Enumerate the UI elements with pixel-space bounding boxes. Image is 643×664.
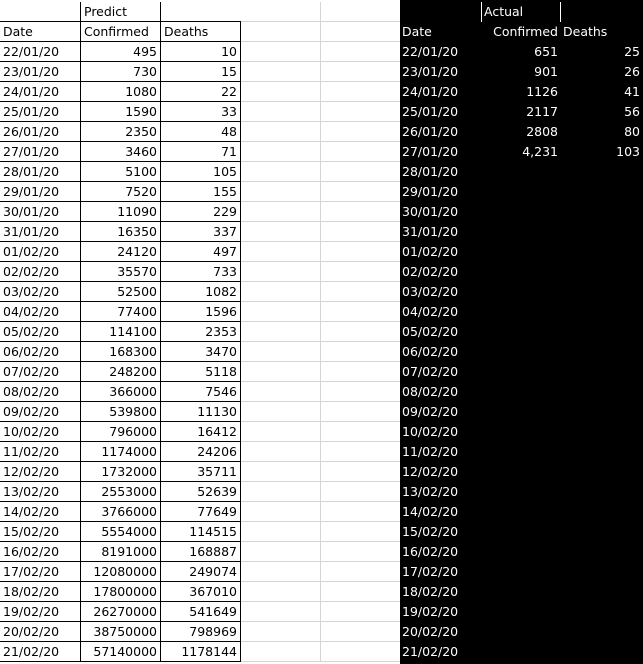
empty-cell[interactable]	[0, 2, 81, 22]
predict-confirmed-cell[interactable]: 1590	[81, 102, 161, 122]
predict-confirmed-cell[interactable]: 1732000	[81, 462, 161, 482]
actual-confirmed-cell[interactable]	[481, 582, 561, 602]
empty-cell[interactable]	[241, 442, 321, 462]
empty-cell[interactable]	[321, 342, 400, 362]
actual-deaths-cell[interactable]: 103	[561, 142, 643, 162]
actual-confirmed-cell[interactable]	[481, 462, 561, 482]
actual-date-cell[interactable]: 20/02/20	[400, 622, 481, 642]
actual-date-cell[interactable]: 16/02/20	[400, 542, 481, 562]
actual-confirmed-cell[interactable]	[481, 562, 561, 582]
actual-confirmed-cell[interactable]: 2117	[481, 102, 561, 122]
predict-deaths-cell[interactable]: 10	[161, 42, 241, 62]
table-row	[0, 422, 643, 442]
predict-date-cell[interactable]: 19/02/20	[0, 602, 81, 622]
actual-title[interactable]: Actual	[481, 2, 561, 22]
table-row	[0, 522, 643, 542]
predict-date-cell[interactable]: 02/02/20	[0, 262, 81, 282]
actual-confirmed-cell[interactable]: 651	[481, 42, 561, 62]
empty-cell[interactable]	[321, 422, 400, 442]
actual-deaths-cell[interactable]	[561, 262, 643, 282]
actual-date-cell[interactable]: 05/02/20	[400, 322, 481, 342]
empty-cell[interactable]	[321, 382, 400, 402]
actual-deaths-cell[interactable]	[561, 382, 643, 402]
actual-deaths-cell[interactable]	[561, 542, 643, 562]
empty-cell[interactable]	[321, 62, 400, 82]
table-row	[0, 222, 643, 242]
empty-cell[interactable]	[241, 202, 321, 222]
empty-cell[interactable]	[241, 142, 321, 162]
actual-confirmed-cell[interactable]	[481, 242, 561, 262]
predict-date-cell[interactable]: 30/01/20	[0, 202, 81, 222]
actual-date-cell[interactable]: 30/01/20	[400, 202, 481, 222]
table-row	[0, 642, 643, 662]
actual-deaths-header[interactable]: Deaths	[561, 22, 643, 42]
predict-confirmed-cell[interactable]: 77400	[81, 302, 161, 322]
predict-confirmed-cell[interactable]: 57140000	[81, 642, 161, 662]
empty-cell[interactable]	[321, 242, 400, 262]
actual-deaths-cell[interactable]	[561, 602, 643, 622]
predict-deaths-cell[interactable]: 798969	[161, 622, 241, 642]
actual-deaths-cell[interactable]	[561, 162, 643, 182]
actual-confirmed-cell[interactable]	[481, 642, 561, 662]
empty-cell[interactable]	[321, 282, 400, 302]
predict-deaths-cell[interactable]: 249074	[161, 562, 241, 582]
predict-confirmed-cell[interactable]: 7520	[81, 182, 161, 202]
empty-cell[interactable]	[241, 422, 321, 442]
table-row	[0, 42, 643, 62]
empty-cell[interactable]	[400, 2, 481, 22]
predict-date-cell[interactable]: 16/02/20	[0, 542, 81, 562]
predict-date-cell[interactable]: 03/02/20	[0, 282, 81, 302]
actual-confirmed-cell[interactable]	[481, 622, 561, 642]
predict-confirmed-cell[interactable]: 16350	[81, 222, 161, 242]
actual-deaths-cell[interactable]	[561, 362, 643, 382]
predict-deaths-cell[interactable]: 5118	[161, 362, 241, 382]
predict-deaths-cell[interactable]: 24206	[161, 442, 241, 462]
predict-confirmed-cell[interactable]: 248200	[81, 362, 161, 382]
predict-confirmed-cell[interactable]: 8191000	[81, 542, 161, 562]
predict-date-cell[interactable]: 06/02/20	[0, 342, 81, 362]
empty-cell[interactable]	[321, 402, 400, 422]
predict-date-header[interactable]: Date	[0, 22, 81, 42]
empty-cell[interactable]	[241, 22, 321, 42]
actual-confirmed-cell[interactable]	[481, 502, 561, 522]
empty-cell[interactable]	[321, 482, 400, 502]
empty-cell[interactable]	[241, 602, 321, 622]
empty-cell[interactable]	[321, 222, 400, 242]
actual-deaths-cell[interactable]	[561, 242, 643, 262]
empty-cell[interactable]	[321, 502, 400, 522]
empty-cell[interactable]	[241, 62, 321, 82]
empty-cell[interactable]	[241, 242, 321, 262]
empty-cell[interactable]	[241, 182, 321, 202]
actual-deaths-cell[interactable]	[561, 562, 643, 582]
empty-cell[interactable]	[321, 602, 400, 622]
predict-confirmed-cell[interactable]: 539800	[81, 402, 161, 422]
predict-deaths-cell[interactable]: 1596	[161, 302, 241, 322]
table-row	[0, 402, 643, 422]
actual-date-cell[interactable]: 14/02/20	[400, 502, 481, 522]
table-row	[0, 142, 643, 162]
empty-cell[interactable]	[241, 222, 321, 242]
predict-date-cell[interactable]: 21/02/20	[0, 642, 81, 662]
predict-deaths-cell[interactable]: 15	[161, 62, 241, 82]
predict-date-cell[interactable]: 29/01/20	[0, 182, 81, 202]
predict-deaths-cell[interactable]: 3470	[161, 342, 241, 362]
actual-confirmed-cell[interactable]	[481, 182, 561, 202]
predict-confirmed-cell[interactable]: 730	[81, 62, 161, 82]
predict-deaths-cell[interactable]: 114515	[161, 522, 241, 542]
predict-confirmed-cell[interactable]: 35570	[81, 262, 161, 282]
table-row	[0, 442, 643, 462]
predict-date-cell[interactable]: 25/01/20	[0, 102, 81, 122]
predict-deaths-cell[interactable]: 1178144	[161, 642, 241, 662]
table-row	[0, 542, 643, 562]
actual-date-header[interactable]: Date	[400, 22, 481, 42]
actual-date-cell[interactable]: 07/02/20	[400, 362, 481, 382]
empty-cell[interactable]	[241, 642, 321, 662]
predict-confirmed-cell[interactable]: 2350	[81, 122, 161, 142]
title-row	[0, 2, 643, 22]
actual-confirmed-cell[interactable]	[481, 302, 561, 322]
table-row	[0, 602, 643, 622]
actual-confirmed-cell[interactable]	[481, 362, 561, 382]
actual-deaths-cell[interactable]	[561, 342, 643, 362]
predict-deaths-cell[interactable]: 168887	[161, 542, 241, 562]
empty-cell[interactable]	[321, 322, 400, 342]
actual-date-cell[interactable]: 24/01/20	[400, 82, 481, 102]
predict-confirmed-cell[interactable]: 366000	[81, 382, 161, 402]
predict-deaths-cell[interactable]: 367010	[161, 582, 241, 602]
predict-deaths-cell[interactable]: 16412	[161, 422, 241, 442]
predict-date-cell[interactable]: 22/01/20	[0, 42, 81, 62]
header-row	[0, 22, 643, 42]
predict-confirmed-cell[interactable]: 495	[81, 42, 161, 62]
empty-cell[interactable]	[241, 102, 321, 122]
predict-date-cell[interactable]: 01/02/20	[0, 242, 81, 262]
table-row	[0, 202, 643, 222]
predict-confirmed-cell[interactable]: 5554000	[81, 522, 161, 542]
empty-cell[interactable]	[321, 2, 400, 22]
actual-date-cell[interactable]: 06/02/20	[400, 342, 481, 362]
table-row	[0, 62, 643, 82]
empty-cell[interactable]	[321, 202, 400, 222]
actual-deaths-cell[interactable]	[561, 462, 643, 482]
actual-date-cell[interactable]: 25/01/20	[400, 102, 481, 122]
predict-date-cell[interactable]: 17/02/20	[0, 562, 81, 582]
empty-cell[interactable]	[321, 542, 400, 562]
actual-date-cell[interactable]: 21/02/20	[400, 642, 481, 662]
empty-cell[interactable]	[241, 162, 321, 182]
predict-confirmed-cell[interactable]: 2553000	[81, 482, 161, 502]
empty-cell[interactable]	[241, 562, 321, 582]
predict-confirmed-cell[interactable]: 5100	[81, 162, 161, 182]
actual-date-cell[interactable]: 19/02/20	[400, 602, 481, 622]
empty-cell[interactable]	[241, 622, 321, 642]
actual-deaths-cell[interactable]: 56	[561, 102, 643, 122]
predict-deaths-cell[interactable]: 48	[161, 122, 241, 142]
actual-deaths-cell[interactable]: 41	[561, 82, 643, 102]
empty-cell[interactable]	[321, 42, 400, 62]
empty-cell[interactable]	[241, 542, 321, 562]
predict-title[interactable]: Predict	[81, 2, 161, 22]
predict-deaths-cell[interactable]: 22	[161, 82, 241, 102]
empty-cell[interactable]	[241, 362, 321, 382]
empty-cell[interactable]	[241, 42, 321, 62]
actual-confirmed-cell[interactable]	[481, 402, 561, 422]
predict-deaths-cell[interactable]: 77649	[161, 502, 241, 522]
predict-deaths-cell[interactable]: 7546	[161, 382, 241, 402]
predict-confirmed-cell[interactable]: 1080	[81, 82, 161, 102]
predict-date-cell[interactable]: 24/01/20	[0, 82, 81, 102]
actual-date-cell[interactable]: 13/02/20	[400, 482, 481, 502]
predict-deaths-cell[interactable]: 497	[161, 242, 241, 262]
predict-deaths-cell[interactable]: 337	[161, 222, 241, 242]
empty-cell[interactable]	[321, 582, 400, 602]
actual-deaths-cell[interactable]	[561, 302, 643, 322]
predict-deaths-cell[interactable]: 541649	[161, 602, 241, 622]
actual-confirmed-cell[interactable]	[481, 282, 561, 302]
table-row	[0, 342, 643, 362]
empty-cell[interactable]	[161, 2, 241, 22]
predict-deaths-cell[interactable]: 155	[161, 182, 241, 202]
actual-deaths-cell[interactable]	[561, 402, 643, 422]
predict-date-cell[interactable]: 09/02/20	[0, 402, 81, 422]
table-row	[0, 462, 643, 482]
empty-cell[interactable]	[241, 522, 321, 542]
table-row	[0, 182, 643, 202]
predict-date-cell[interactable]: 12/02/20	[0, 462, 81, 482]
empty-cell[interactable]	[241, 382, 321, 402]
predict-date-cell[interactable]: 28/01/20	[0, 162, 81, 182]
actual-deaths-cell[interactable]	[561, 182, 643, 202]
predict-confirmed-cell[interactable]: 11090	[81, 202, 161, 222]
predict-date-cell[interactable]: 18/02/20	[0, 582, 81, 602]
empty-cell[interactable]	[241, 342, 321, 362]
empty-cell[interactable]	[241, 122, 321, 142]
actual-date-cell[interactable]: 18/02/20	[400, 582, 481, 602]
table-row	[0, 502, 643, 522]
predict-date-cell[interactable]: 27/01/20	[0, 142, 81, 162]
actual-date-cell[interactable]: 08/02/20	[400, 382, 481, 402]
actual-date-cell[interactable]: 17/02/20	[400, 562, 481, 582]
actual-deaths-cell[interactable]: 25	[561, 42, 643, 62]
predict-date-cell[interactable]: 08/02/20	[0, 382, 81, 402]
actual-deaths-cell[interactable]: 80	[561, 122, 643, 142]
actual-confirmed-cell[interactable]	[481, 542, 561, 562]
empty-cell[interactable]	[321, 442, 400, 462]
predict-deaths-cell[interactable]: 52639	[161, 482, 241, 502]
predict-deaths-cell[interactable]: 105	[161, 162, 241, 182]
table-row	[0, 562, 643, 582]
empty-cell[interactable]	[561, 2, 643, 22]
empty-cell[interactable]	[321, 462, 400, 482]
actual-confirmed-cell[interactable]	[481, 442, 561, 462]
actual-date-cell[interactable]: 12/02/20	[400, 462, 481, 482]
predict-deaths-cell[interactable]: 229	[161, 202, 241, 222]
predict-date-cell[interactable]: 20/02/20	[0, 622, 81, 642]
actual-confirmed-cell[interactable]: 1126	[481, 82, 561, 102]
empty-cell[interactable]	[241, 462, 321, 482]
actual-confirmed-cell[interactable]: 4,231	[481, 142, 561, 162]
actual-deaths-cell[interactable]	[561, 522, 643, 542]
table-row	[0, 382, 643, 402]
actual-confirmed-cell[interactable]	[481, 482, 561, 502]
empty-cell[interactable]	[321, 162, 400, 182]
actual-deaths-cell[interactable]	[561, 222, 643, 242]
predict-confirmed-cell[interactable]: 3766000	[81, 502, 161, 522]
actual-confirmed-cell[interactable]	[481, 522, 561, 542]
actual-date-cell[interactable]: 31/01/20	[400, 222, 481, 242]
empty-cell[interactable]	[241, 582, 321, 602]
predict-confirmed-cell[interactable]: 17800000	[81, 582, 161, 602]
actual-confirmed-cell[interactable]	[481, 202, 561, 222]
actual-deaths-cell[interactable]	[561, 442, 643, 462]
empty-cell[interactable]	[241, 262, 321, 282]
predict-date-cell[interactable]: 10/02/20	[0, 422, 81, 442]
predict-date-cell[interactable]: 23/01/20	[0, 62, 81, 82]
predict-confirmed-header[interactable]: Confirmed	[81, 22, 161, 42]
actual-confirmed-header[interactable]: Confirmed	[481, 22, 561, 42]
empty-cell[interactable]	[241, 302, 321, 322]
predict-date-cell[interactable]: 04/02/20	[0, 302, 81, 322]
predict-deaths-cell[interactable]: 35711	[161, 462, 241, 482]
table-row	[0, 622, 643, 642]
empty-cell[interactable]	[241, 2, 321, 22]
empty-cell[interactable]	[241, 82, 321, 102]
table-row	[0, 482, 643, 502]
predict-confirmed-cell[interactable]: 24120	[81, 242, 161, 262]
predict-deaths-cell[interactable]: 71	[161, 142, 241, 162]
actual-date-cell[interactable]: 03/02/20	[400, 282, 481, 302]
actual-date-cell[interactable]: 23/01/20	[400, 62, 481, 82]
actual-date-cell[interactable]: 04/02/20	[400, 302, 481, 322]
table-row	[0, 82, 643, 102]
actual-confirmed-cell[interactable]	[481, 162, 561, 182]
actual-date-cell[interactable]: 27/01/20	[400, 142, 481, 162]
empty-cell[interactable]	[321, 562, 400, 582]
actual-date-cell[interactable]: 29/01/20	[400, 182, 481, 202]
actual-confirmed-cell[interactable]	[481, 222, 561, 242]
table-row	[0, 122, 643, 142]
table-row	[0, 282, 643, 302]
predict-confirmed-cell[interactable]: 52500	[81, 282, 161, 302]
actual-deaths-cell[interactable]	[561, 422, 643, 442]
predict-date-cell[interactable]: 07/02/20	[0, 362, 81, 382]
actual-confirmed-cell[interactable]	[481, 342, 561, 362]
predict-date-cell[interactable]: 13/02/20	[0, 482, 81, 502]
empty-cell[interactable]	[321, 362, 400, 382]
table-row	[0, 162, 643, 182]
actual-date-cell[interactable]: 10/02/20	[400, 422, 481, 442]
actual-confirmed-cell[interactable]: 901	[481, 62, 561, 82]
table-row	[0, 362, 643, 382]
predict-deaths-cell[interactable]: 733	[161, 262, 241, 282]
predict-confirmed-cell[interactable]: 26270000	[81, 602, 161, 622]
actual-date-cell[interactable]: 11/02/20	[400, 442, 481, 462]
empty-cell[interactable]	[321, 522, 400, 542]
predict-deaths-cell[interactable]: 33	[161, 102, 241, 122]
predict-deaths-cell[interactable]: 1082	[161, 282, 241, 302]
empty-cell[interactable]	[321, 102, 400, 122]
empty-cell[interactable]	[321, 262, 400, 282]
predict-confirmed-cell[interactable]: 1174000	[81, 442, 161, 462]
actual-confirmed-cell[interactable]	[481, 262, 561, 282]
actual-deaths-cell[interactable]	[561, 322, 643, 342]
actual-confirmed-cell[interactable]	[481, 322, 561, 342]
table-row	[0, 582, 643, 602]
actual-deaths-cell[interactable]	[561, 642, 643, 662]
predict-confirmed-cell[interactable]: 796000	[81, 422, 161, 442]
actual-confirmed-cell[interactable]: 2808	[481, 122, 561, 142]
empty-cell[interactable]	[321, 142, 400, 162]
actual-deaths-cell[interactable]	[561, 202, 643, 222]
predict-date-cell[interactable]: 14/02/20	[0, 502, 81, 522]
actual-deaths-cell[interactable]	[561, 282, 643, 302]
actual-date-cell[interactable]: 26/01/20	[400, 122, 481, 142]
actual-date-cell[interactable]: 22/01/20	[400, 42, 481, 62]
empty-cell[interactable]	[321, 642, 400, 662]
predict-date-cell[interactable]: 15/02/20	[0, 522, 81, 542]
table-row	[0, 102, 643, 122]
actual-confirmed-cell[interactable]	[481, 422, 561, 442]
actual-date-cell[interactable]: 02/02/20	[400, 262, 481, 282]
empty-cell[interactable]	[241, 482, 321, 502]
empty-cell[interactable]	[241, 322, 321, 342]
actual-deaths-cell[interactable]	[561, 622, 643, 642]
empty-cell[interactable]	[241, 502, 321, 522]
predict-confirmed-cell[interactable]: 168300	[81, 342, 161, 362]
predict-date-cell[interactable]: 31/01/20	[0, 222, 81, 242]
empty-cell[interactable]	[321, 22, 400, 42]
table-row	[0, 262, 643, 282]
empty-cell[interactable]	[321, 302, 400, 322]
predict-date-cell[interactable]: 26/01/20	[0, 122, 81, 142]
predict-date-cell[interactable]: 05/02/20	[0, 322, 81, 342]
actual-date-cell[interactable]: 15/02/20	[400, 522, 481, 542]
actual-deaths-cell[interactable]: 26	[561, 62, 643, 82]
empty-cell[interactable]	[321, 82, 400, 102]
actual-confirmed-cell[interactable]	[481, 602, 561, 622]
actual-deaths-cell[interactable]	[561, 502, 643, 522]
empty-cell[interactable]	[241, 282, 321, 302]
empty-cell[interactable]	[321, 182, 400, 202]
actual-deaths-cell[interactable]	[561, 482, 643, 502]
actual-date-cell[interactable]: 01/02/20	[400, 242, 481, 262]
actual-date-cell[interactable]: 09/02/20	[400, 402, 481, 422]
predict-confirmed-cell[interactable]: 38750000	[81, 622, 161, 642]
predict-date-cell[interactable]: 11/02/20	[0, 442, 81, 462]
empty-cell[interactable]	[241, 402, 321, 422]
predict-deaths-cell[interactable]: 11130	[161, 402, 241, 422]
predict-confirmed-cell[interactable]: 114100	[81, 322, 161, 342]
predict-confirmed-cell[interactable]: 12080000	[81, 562, 161, 582]
table-row	[0, 242, 643, 262]
predict-deaths-cell[interactable]: 2353	[161, 322, 241, 342]
actual-date-cell[interactable]: 28/01/20	[400, 162, 481, 182]
actual-deaths-cell[interactable]	[561, 582, 643, 602]
empty-cell[interactable]	[321, 622, 400, 642]
predict-deaths-header[interactable]: Deaths	[161, 22, 241, 42]
actual-confirmed-cell[interactable]	[481, 382, 561, 402]
table-row	[0, 302, 643, 322]
predict-confirmed-cell[interactable]: 3460	[81, 142, 161, 162]
table-row	[0, 322, 643, 342]
empty-cell[interactable]	[321, 122, 400, 142]
